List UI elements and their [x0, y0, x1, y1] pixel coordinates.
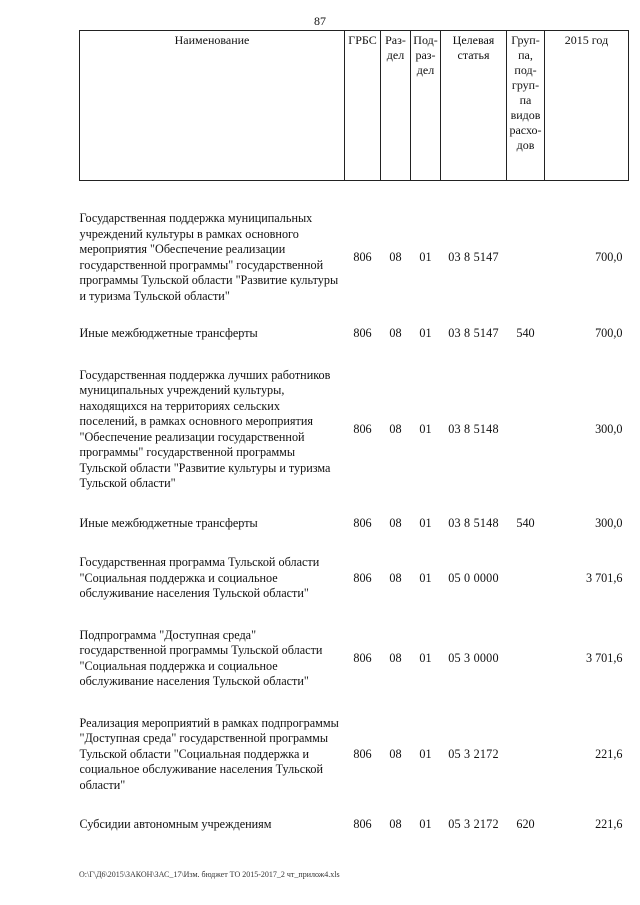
- table-row: [80, 817, 629, 833]
- cell-grbs: 806: [353, 421, 372, 436]
- cell-group: 620: [516, 817, 535, 831]
- spacer-cell: [80, 793, 629, 817]
- cell-grbs: 806: [353, 249, 372, 264]
- cell-amount: 700,0: [595, 326, 623, 340]
- cell-group: [507, 716, 545, 794]
- cell-name: Государственная поддержка лучших работников муниципальных учреждений культуры, находящихся на территориях сельских поселений, в рамках основного мероприятия "Обеспечение реализации государственной программы" государственной программы Тульской области "Развитие культуры и туризма Тульской области": [79, 367, 331, 490]
- header-target: Целевая статья: [441, 31, 507, 181]
- cell-amount: 700,0: [595, 249, 623, 264]
- cell-name: Подпрограмма "Доступная среда" государственной программы Тульской области "Социальная поддержка и социальное обслуживание населения Тульской области": [79, 627, 323, 688]
- header-year: 2015 год: [545, 31, 629, 181]
- table-header-row: [80, 31, 629, 181]
- cell-name: Иные межбюджетные трансферты: [79, 326, 258, 340]
- table-row: [80, 628, 629, 690]
- cell-name: Государственная поддержка муниципальных учреждений культуры в рамках основного мероприятия "Обеспечение реализации государственной программы" государственной программы Тульской области "Развитие культуры и туризма Тульской области": [79, 211, 339, 303]
- cell-section: 08: [389, 421, 402, 436]
- cell-target: 03 8 5148: [448, 421, 499, 436]
- cell-group: [507, 555, 545, 602]
- cell-section: 08: [389, 249, 402, 264]
- header-group: Груп- па, под- груп- па видов расхо- дов: [507, 31, 545, 181]
- cell-amount: 221,6: [595, 817, 623, 831]
- header-section: Раз- дел: [381, 31, 411, 181]
- cell-group: 540: [516, 515, 535, 530]
- cell-section: 08: [389, 515, 402, 530]
- budget-table: [79, 30, 629, 833]
- cell-target: 05 3 2172: [448, 817, 499, 831]
- cell-grbs: 806: [353, 817, 372, 831]
- spacer-cell: [80, 492, 629, 516]
- cell-grbs: 806: [353, 746, 372, 761]
- cell-target: 03 8 5148: [448, 515, 499, 530]
- header-grbs: ГРБС: [345, 31, 381, 181]
- table-row: [80, 516, 629, 532]
- cell-section: 08: [389, 326, 402, 340]
- spacer-cell: [80, 690, 629, 716]
- header-name: Наименование: [80, 31, 345, 181]
- cell-amount: 221,6: [595, 746, 623, 761]
- cell-group: [507, 368, 545, 492]
- table-row: [80, 326, 629, 342]
- cell-section: 08: [389, 746, 402, 761]
- cell-target: 03 8 5147: [448, 326, 499, 340]
- row-spacer: [80, 181, 629, 212]
- cell-section: 08: [389, 817, 402, 831]
- cell-grbs: 806: [353, 650, 372, 665]
- row-spacer: [80, 492, 629, 516]
- cell-section: 08: [389, 570, 402, 585]
- cell-section: 08: [389, 650, 402, 665]
- cell-target: 05 3 0000: [448, 650, 499, 665]
- cell-name: Реализация мероприятий в рамках подпрограммы "Доступная среда" государственной программы Тульской области "Социальная поддержка и социальное обслуживание населения Тульской области": [79, 715, 339, 792]
- cell-grbs: 806: [353, 570, 372, 585]
- row-spacer: [80, 531, 629, 555]
- cell-name: Субсидии автономным учреждениям: [79, 817, 272, 831]
- table-row: [80, 368, 629, 492]
- cell-group: [507, 628, 545, 690]
- table-row: [80, 716, 629, 794]
- table-row: [80, 555, 629, 602]
- cell-subsection: 01: [419, 249, 432, 264]
- cell-target: 03 8 5147: [448, 249, 499, 264]
- cell-subsection: 01: [419, 421, 432, 436]
- cell-subsection: 01: [419, 817, 432, 831]
- spacer-cell: [80, 181, 629, 212]
- cell-amount: 300,0: [595, 421, 623, 436]
- row-spacer: [80, 342, 629, 368]
- cell-name: Государственная программа Тульской области "Социальная поддержка и социальное обслуживание населения Тульской области": [79, 555, 320, 600]
- cell-target: 05 0 0000: [448, 570, 499, 585]
- cell-amount: 300,0: [595, 515, 623, 530]
- cell-name: Иные межбюджетные трансферты: [79, 515, 258, 530]
- spacer-cell: [80, 342, 629, 368]
- cell-group: [507, 211, 545, 304]
- row-spacer: [80, 793, 629, 817]
- spacer-cell: [80, 304, 629, 326]
- row-spacer: [80, 602, 629, 628]
- spacer-cell: [80, 602, 629, 628]
- cell-grbs: 806: [353, 515, 372, 530]
- page-number: 87: [314, 14, 326, 28]
- cell-subsection: 01: [419, 515, 432, 530]
- cell-target: 05 3 2172: [448, 746, 499, 761]
- header-subsection: Под- раз- дел: [411, 31, 441, 181]
- spacer-cell: [80, 531, 629, 555]
- cell-subsection: 01: [419, 650, 432, 665]
- row-spacer: [80, 304, 629, 326]
- cell-subsection: 01: [419, 326, 432, 340]
- table-row: [80, 211, 629, 304]
- cell-subsection: 01: [419, 746, 432, 761]
- cell-amount: 3 701,6: [585, 570, 623, 585]
- cell-subsection: 01: [419, 570, 432, 585]
- cell-grbs: 806: [353, 326, 372, 340]
- cell-amount: 3 701,6: [585, 650, 623, 665]
- row-spacer: [80, 690, 629, 716]
- cell-group: 540: [516, 326, 535, 340]
- file-path-footer: О:\Г\Д6\2015\ЗАКОН\ЗАС_17\Изм. бюджет ТО 2015-2017_2 чт_прилож4.xls: [79, 870, 340, 879]
